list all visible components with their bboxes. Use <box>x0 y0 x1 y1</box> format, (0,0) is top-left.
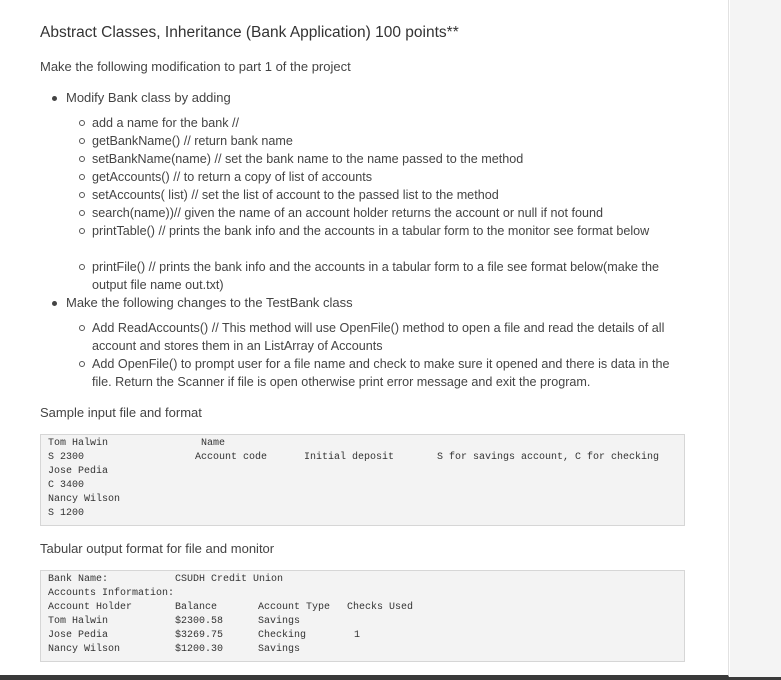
sample-line: Tom Halwin <box>48 438 109 449</box>
sample-line: S 1200 <box>48 508 85 519</box>
sample-input-code-block <box>40 434 685 526</box>
sample-line: S 2300 <box>48 452 85 463</box>
table-cell: Tom Halwin <box>48 616 109 627</box>
column-header: Balance <box>175 602 218 613</box>
list-item: add a name for the bank // <box>92 114 687 132</box>
table-cell: $1200.30 <box>175 644 224 655</box>
list-item: printTable() // prints the bank info and the accounts in a tabular form to the monitor see format below <box>92 222 687 240</box>
sample-line: C 3400 <box>48 480 85 491</box>
column-header: Account Holder <box>48 602 133 613</box>
table-cell: $3269.75 <box>175 630 224 641</box>
list-item: Add ReadAccounts() // This method will use OpenFile() method to open a file and read the details of all account and stores them in an ListArray of Accounts <box>92 319 687 355</box>
accounts-info-label: Accounts Information: <box>48 588 175 599</box>
list-item: search(name))// given the name of an account holder returns the account or null if not found <box>92 204 687 222</box>
intro-text: Make the following modification to part 1 of the project <box>40 59 351 74</box>
column-header: Checks Used <box>347 602 414 613</box>
table-cell: Jose Pedia <box>48 630 109 641</box>
table-cell: Checking <box>258 630 307 641</box>
output-heading: Tabular output format for file and monitor <box>40 541 275 556</box>
table-cell: $2300.58 <box>175 616 224 627</box>
list-item: printFile() // prints the bank info and the accounts in a tabular form to a file see format below(make the output file name out.txt) <box>92 258 687 294</box>
column-header: Account Type <box>258 602 331 613</box>
annotation-name: Name <box>201 438 226 449</box>
sample-line: Jose Pedia <box>48 466 109 477</box>
output-format-code-block <box>40 570 685 662</box>
list-item: getBankName() // return bank name <box>92 132 687 150</box>
sample-line: Nancy Wilson <box>48 494 121 505</box>
list-item: Add OpenFile() to prompt user for a file name and check to make sure it opened and there is data in the file. Return the Scanner if file is open otherwise print error message and exit the program. <box>92 355 687 391</box>
table-cell: 1 <box>354 630 361 641</box>
annotation-account-type: S for savings account, C for checking <box>437 452 660 463</box>
bank-name-value: CSUDH Credit Union <box>175 574 284 585</box>
annotation-initial-deposit: Initial deposit <box>304 452 395 463</box>
sample-heading: Sample input file and format <box>40 405 202 420</box>
table-cell: Savings <box>258 644 301 655</box>
annotation-account-code: Account code <box>195 452 268 463</box>
table-cell: Nancy Wilson <box>48 644 121 655</box>
table-cell: Savings <box>258 616 301 627</box>
page-title: Abstract Classes, Inheritance (Bank Application) 100 points** <box>40 24 459 41</box>
bank-name-label: Bank Name: <box>48 574 109 585</box>
list-item: setBankName(name) // set the bank name to the name passed to the method <box>92 150 687 168</box>
right-side-panel <box>730 0 781 677</box>
bullet-testbank-changes: Make the following changes to the TestBank class <box>66 295 353 310</box>
bullet-modify-bank: Modify Bank class by adding <box>66 90 231 105</box>
list-item: getAccounts() // to return a copy of list of accounts <box>92 168 687 186</box>
list-item: setAccounts( list) // set the list of account to the passed list to the method <box>92 186 687 204</box>
